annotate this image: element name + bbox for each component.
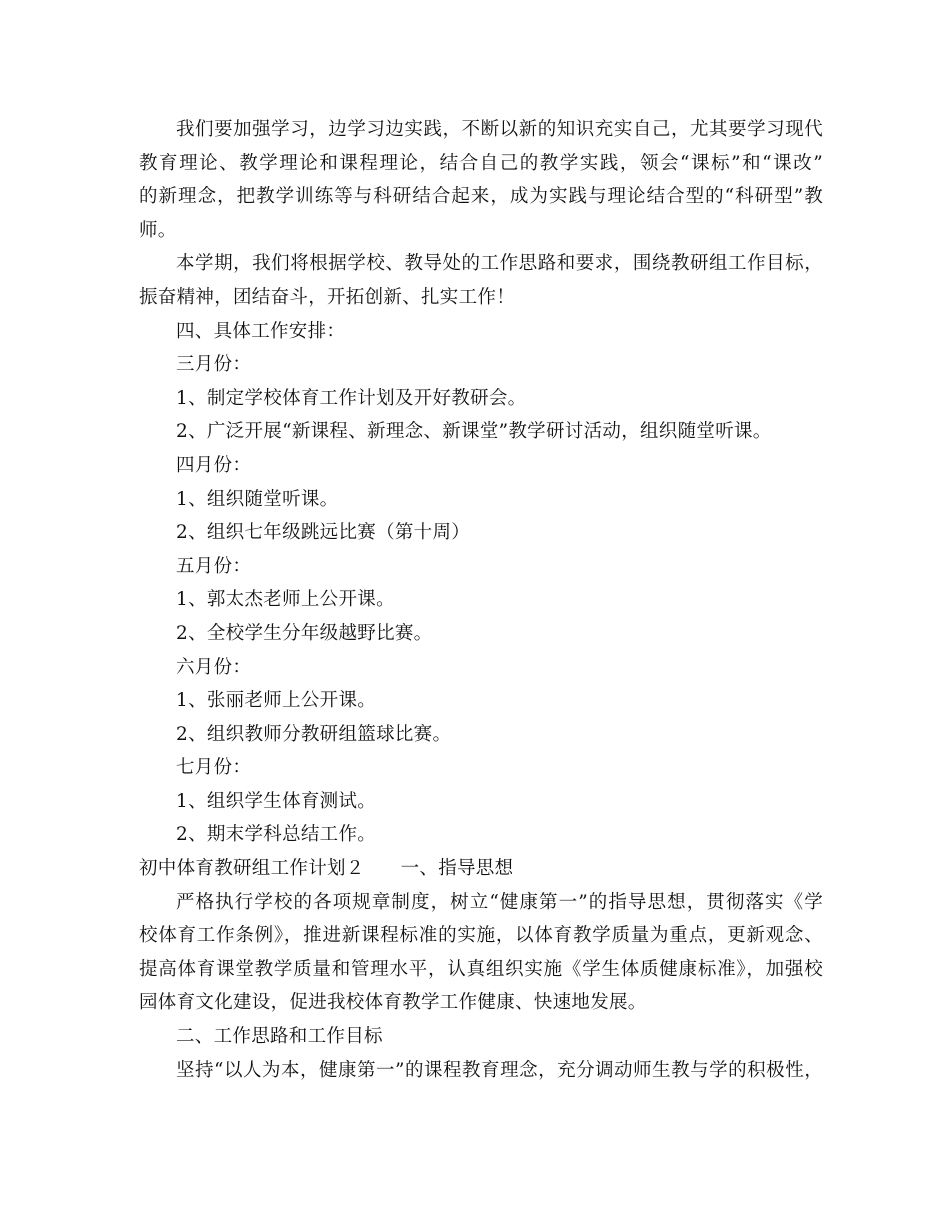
document-title-line xyxy=(139,852,823,886)
paragraph-line: 严格执行学校的各项规章制度，树立“健康第一”的指导思想，贯彻落实《学 xyxy=(176,891,823,913)
list-item: 2、全校学生分年级越野比赛。 xyxy=(176,622,433,644)
section-heading: 二、工作思路和工作目标 xyxy=(176,1026,383,1048)
paragraph-line: 校体育工作条例》，推进新课程标准的实施，以体育教学质量为重点，更新观念、 xyxy=(139,925,823,947)
month-heading: 五月份： xyxy=(176,555,252,577)
document-body xyxy=(139,113,823,1087)
month-heading: 四月份： xyxy=(176,454,252,476)
section-heading: 四、具体工作安排： xyxy=(176,320,346,342)
list-item: 2、组织七年级跳远比赛（第十周） xyxy=(176,522,471,544)
document-title: 初中体育教研组工作计划２ xyxy=(139,858,365,880)
list-item: 1、制定学校体育工作计划及开好教研会。 xyxy=(176,387,527,409)
month-heading: 三月份： xyxy=(176,354,252,376)
month-heading: 六月份： xyxy=(176,656,252,678)
paragraph-line: 园体育文化建设，促进我校体育教学工作健康、快速地发展。 xyxy=(139,992,647,1014)
list-item: 1、郭太杰老师上公开课。 xyxy=(176,589,395,611)
list-item: 1、组织随堂听课。 xyxy=(176,488,339,510)
paragraph-line: 的新理念，把教学训练等与科研结合起来，成为实践与理论结合型的“科研型”教 xyxy=(139,186,823,208)
paragraph-line: 本学期，我们将根据学校、教导处的工作思路和要求，围绕教研组工作目标， xyxy=(176,253,823,275)
section-heading: 一、指导思想 xyxy=(400,858,514,880)
paragraph-line: 振奋精神，团结奋斗，开拓创新、扎实工作！ xyxy=(139,286,516,308)
paragraph-line: 教育理论、教学理论和课程理论，结合自己的教学实践，领会“课标”和“课改” xyxy=(139,152,823,174)
paragraph-line: 师。 xyxy=(139,219,177,241)
paragraph-line: 我们要加强学习，边学习边实践，不断以新的知识充实自己，尤其要学习现代 xyxy=(176,119,823,140)
list-item: 1、组织学生体育测试。 xyxy=(176,790,377,812)
paragraph-line: 提高体育课堂教学质量和管理水平，认真组织实施《学生体质健康标准》，加强校 xyxy=(139,958,823,980)
month-heading: 七月份： xyxy=(176,757,252,779)
list-item: 1、张丽老师上公开课。 xyxy=(176,690,377,712)
paragraph-line: 坚持“以人为本，健康第一”的课程教育理念，充分调动师生教与学的积极性， xyxy=(176,1059,823,1081)
list-item: 2、组织教师分教研组篮球比赛。 xyxy=(176,723,452,745)
list-item: 2、广泛开展“新课程、新理念、新课堂”教学研讨活动，组织随堂听课。 xyxy=(176,421,772,443)
list-item: 2、期末学科总结工作。 xyxy=(176,824,377,846)
